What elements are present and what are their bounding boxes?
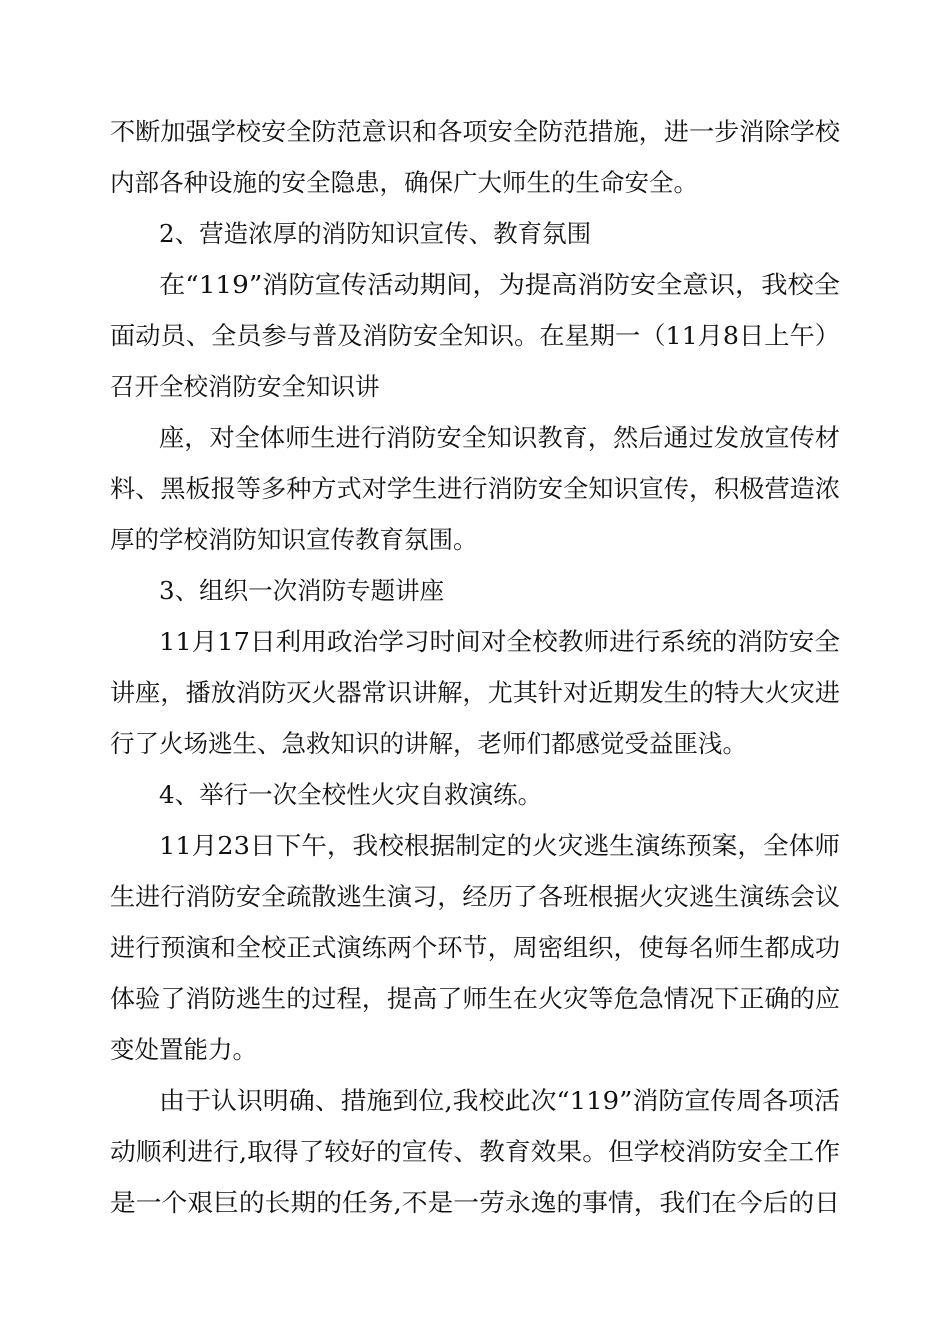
text-line-13: 行了火场逃生、急救知识的讲解，老师们都感觉受益匪浅。 [110,729,747,758]
text-line-8: 料、黑板报等多种方式对学生进行消防安全知识宣传，积极营造浓 [110,474,840,503]
section-heading-2: 2、营造浓厚的消防知识宣传、教育氛围 [159,219,592,248]
text-line-5: 面动员、全员参与普及消防安全知识。在星期一（11月8日上午） [110,321,840,350]
text-line-4: 在“119”消防宣传活动期间，为提高消防安全意识，我校全 [159,270,841,299]
text-line-16: 生进行消防安全疏散逃生演习，经历了各班根据火灾逃生演练会议 [110,882,840,911]
text-line-6: 召开全校消防安全知识讲 [110,372,380,401]
text-line-11: 11月17日利用政治学习时间对全校教师进行系统的消防安全 [159,627,840,656]
text-line-2: 内部各种设施的安全隐患，确保广大师生的生命安全。 [110,168,698,197]
text-line-19: 变处置能力。 [110,1035,257,1064]
text-line-7: 座，对全体师生进行消防安全知识教育，然后通过发放宣传材 [159,423,840,452]
text-line-18: 体验了消防逃生的过程，提高了师生在火灾等危急情况下正确的应 [110,984,840,1013]
text-line-9: 厚的学校消防知识宣传教育氛围。 [110,525,478,554]
text-line-17: 进行预演和全校正式演练两个环节，周密组织，使每名师生都成功 [110,933,840,962]
text-line-15: 11月23日下午，我校根据制定的火灾逃生演练预案，全体师 [159,831,840,860]
text-line-21: 动顺利进行,取得了较好的宣传、教育效果。但学校消防安全工作 [110,1137,840,1166]
section-heading-4: 4、举行一次全校性火灾自救演练。 [159,780,543,809]
text-line-12: 讲座，播放消防灭火器常识讲解，尤其针对近期发生的特大火灾进 [110,678,840,707]
text-line-20: 由于认识明确、措施到位,我校此次“119”消防宣传周各项活 [159,1086,840,1115]
text-line-1: 不断加强学校安全防范意识和各项安全防范措施，进一步消除学校 [110,117,840,146]
section-heading-3: 3、组织一次消防专题讲座 [159,576,445,605]
text-line-22: 是一个艰巨的长期的任务,不是一劳永逸的事情，我们在今后的日 [110,1188,840,1217]
